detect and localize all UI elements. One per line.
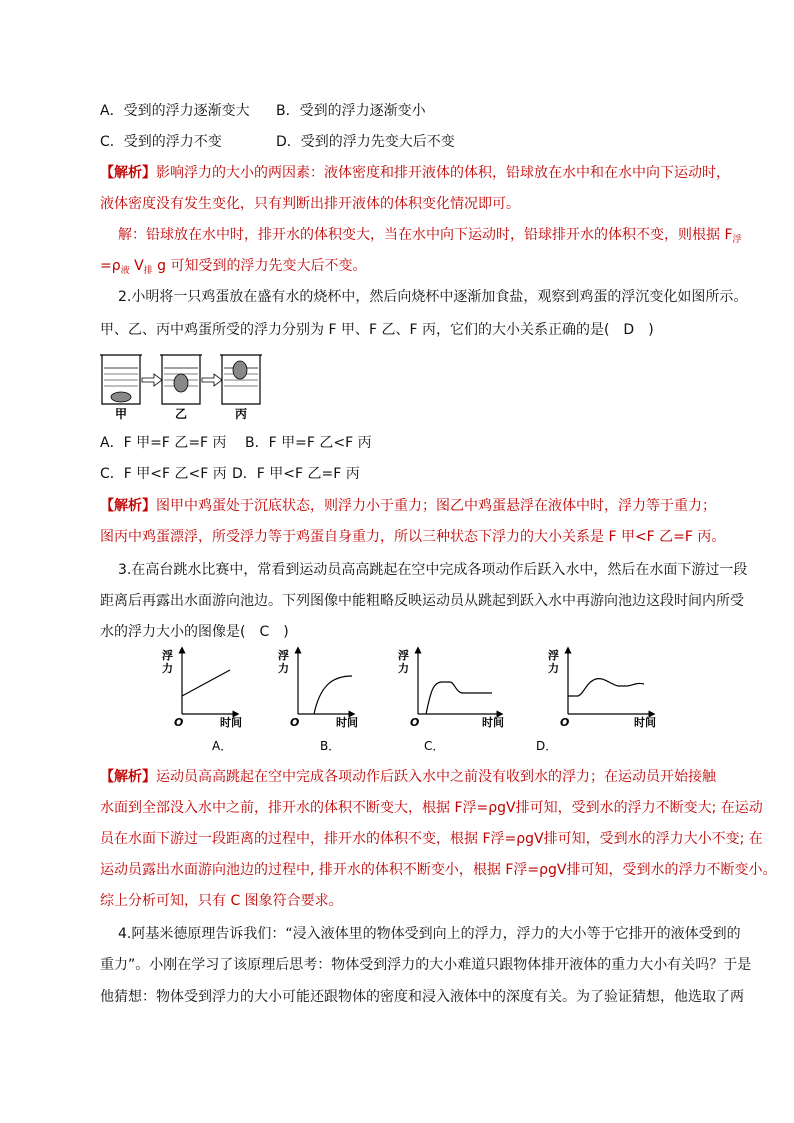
graph-ylabel: 浮 [278, 649, 289, 662]
q3-graphs [160, 646, 660, 756]
analysis-text: 影响浮力的大小的两因素：液体密度和排开液体的体积，铅球放在水中和在水中向下运动时， [156, 165, 730, 181]
graph-line [568, 679, 644, 696]
q3-stem-line3: 水的浮力大小的图像是( C ) [100, 624, 289, 640]
q2-option-b: B．F 甲=F 乙<F 丙 [245, 435, 372, 451]
graph-ylabel: 力 [398, 662, 409, 675]
graph-line [426, 682, 492, 714]
graph-xlabel: 时间 [634, 716, 656, 729]
solution-text: =ρ [100, 258, 121, 274]
graph-ylabel: 浮 [398, 649, 409, 662]
graph-origin: O [174, 716, 184, 729]
graph-a [162, 648, 242, 753]
graph-ylabel: 力 [548, 662, 559, 675]
analysis-label: 【解析】 [100, 165, 156, 181]
egg-icon [111, 392, 131, 402]
q1-solution-line2 [100, 257, 366, 280]
q2-stem-line1: 2.小明将一只鸡蛋放在盛有水的烧杯中，然后向烧杯中逐渐加食盐，观察到鸡蛋的浮沉变化如图所示。 [118, 289, 748, 305]
graph-origin: O [290, 716, 300, 729]
analysis-label: 【解析】 [100, 769, 156, 785]
q4-stem-line1: 4.阿基米德原理告诉我们：“浸入液体里的物体受到向上的浮力，浮力的大小等于它排开的液体受到的 [118, 926, 741, 942]
q1-solution-line1 [118, 226, 742, 249]
graph-ylabel: 浮 [548, 649, 559, 662]
q2-analysis-line2: 图丙中鸡蛋漂浮，所受浮力等于鸡蛋自身重力，所以三种状态下浮力的大小关系是 F 甲<F 乙=F 丙。 [100, 529, 726, 545]
graph-option-label: C． [424, 739, 445, 753]
q1-option-c: C．受到的浮力不变 [100, 134, 222, 150]
egg-icon [174, 374, 188, 392]
beaker-label-yi: 乙 [175, 407, 188, 420]
graph-ylabel: 力 [162, 662, 173, 675]
analysis-label: 【解析】 [100, 498, 156, 514]
graph-option-label: D． [536, 739, 558, 753]
q3-stem-line1: 3.在高台跳水比赛中，常看到运动员高高跳起在空中完成各项动作后跃入水中，然后在水面下游过一段 [118, 562, 748, 578]
graph-origin: O [410, 716, 420, 729]
graph-c [398, 648, 504, 753]
q4-stem-line2: 重力”。小刚在学习了该原理后思考：物体受到浮力的大小难道只跟物体排开液体的重力大小有关吗？于是 [100, 957, 752, 973]
q1-analysis-line2: 液体密度没有发生变化，只有判断出排开液体的体积变化情况即可。 [100, 196, 520, 212]
beaker-label-bing: 丙 [235, 407, 248, 420]
solution-text: 解：铅球放在水中时，排开水的体积变大，当在水中向下运动时，铅球排开水的体积不变，则根据 F [118, 227, 733, 243]
q2-option-c: C．F 甲<F 乙<F 丙 [100, 466, 227, 482]
q3-analysis-line1 [100, 768, 716, 786]
q3-analysis-line5: 综上分析可知，只有 C 图象符合要求。 [100, 893, 343, 909]
graph-b [278, 648, 358, 753]
beaker-bing [220, 355, 262, 404]
q1-option-b: B．受到的浮力逐渐变小 [276, 103, 426, 119]
q3-stem-line2: 距离后再露出水面游向池边。下列图像中能粗略反映运动员从跳起到跃入水中再游向池边这段时间内所受 [100, 593, 744, 609]
q2-analysis-line1 [100, 497, 716, 515]
solution-text: g 可知受到的浮力先变大后不变。 [152, 258, 367, 274]
beaker-label-jia: 甲 [115, 407, 128, 420]
q3-analysis-line4: 运动员露出水面游向池边的过程中, 排开水的体积不断变小，根据 F浮=ρgV排可知，受到水的浮力不断变小。 [100, 862, 777, 878]
beaker-jia [100, 355, 142, 404]
analysis-text: 图甲中鸡蛋处于沉底状态，则浮力小于重力；图乙中鸡蛋悬浮在液体中时，浮力等于重力； [156, 498, 716, 514]
arrow-icon [202, 374, 222, 386]
graph-option-label: B． [320, 739, 341, 753]
egg-icon [233, 361, 247, 379]
q2-option-a: A．F 甲=F 乙=F 丙 [100, 435, 227, 451]
subscript: 浮 [732, 235, 742, 245]
graph-option-label: A． [212, 739, 233, 753]
analysis-text: 运动员高高跳起在空中完成各项动作后跃入水中之前没有收到水的浮力；在运动员开始接触 [156, 769, 716, 785]
graph-line [182, 670, 230, 696]
solution-text: V [129, 258, 144, 274]
beakers-figure [98, 352, 268, 420]
graph-xlabel: 时间 [336, 716, 358, 729]
graph-xlabel: 时间 [482, 716, 504, 729]
q2-stem-line2: 甲、乙、丙中鸡蛋所受的浮力分别为 F 甲、F 乙、F 丙，它们的大小关系正确的是( D ) [100, 322, 654, 338]
subscript: 排 [143, 266, 153, 276]
q3-analysis-line3: 员在水面下游过一段距离的过程中，排开水的体积不变，根据 F浮=ρgV排可知，受到水的浮力大小不变; 在 [100, 831, 763, 847]
beaker-yi [160, 355, 202, 404]
graph-origin: O [560, 716, 570, 729]
graph-ylabel: 力 [278, 662, 289, 675]
graph-ylabel: 浮 [162, 649, 173, 662]
subscript: 液 [120, 266, 130, 276]
q4-stem-line3: 他猜想：物体受到浮力的大小可能还跟物体的密度和浸入液体中的深度有关。为了验证猜想，他选取了两 [100, 989, 744, 1005]
q1-analysis-line1 [100, 164, 730, 182]
q1-option-a: A．受到的浮力逐渐变大 [100, 103, 250, 119]
q1-option-d: D．受到的浮力先变大后不变 [276, 134, 455, 150]
graph-line [314, 676, 352, 714]
graph-xlabel: 时间 [220, 716, 242, 729]
q3-analysis-line2: 水面到全部没入水中之前，排开水的体积不断变大，根据 F浮=ρgV排可知，受到水的浮力不断变大; 在运动 [100, 800, 763, 816]
graph-d [536, 648, 656, 753]
arrow-icon [142, 374, 162, 386]
q2-option-d: D．F 甲<F 乙=F 丙 [232, 466, 360, 482]
